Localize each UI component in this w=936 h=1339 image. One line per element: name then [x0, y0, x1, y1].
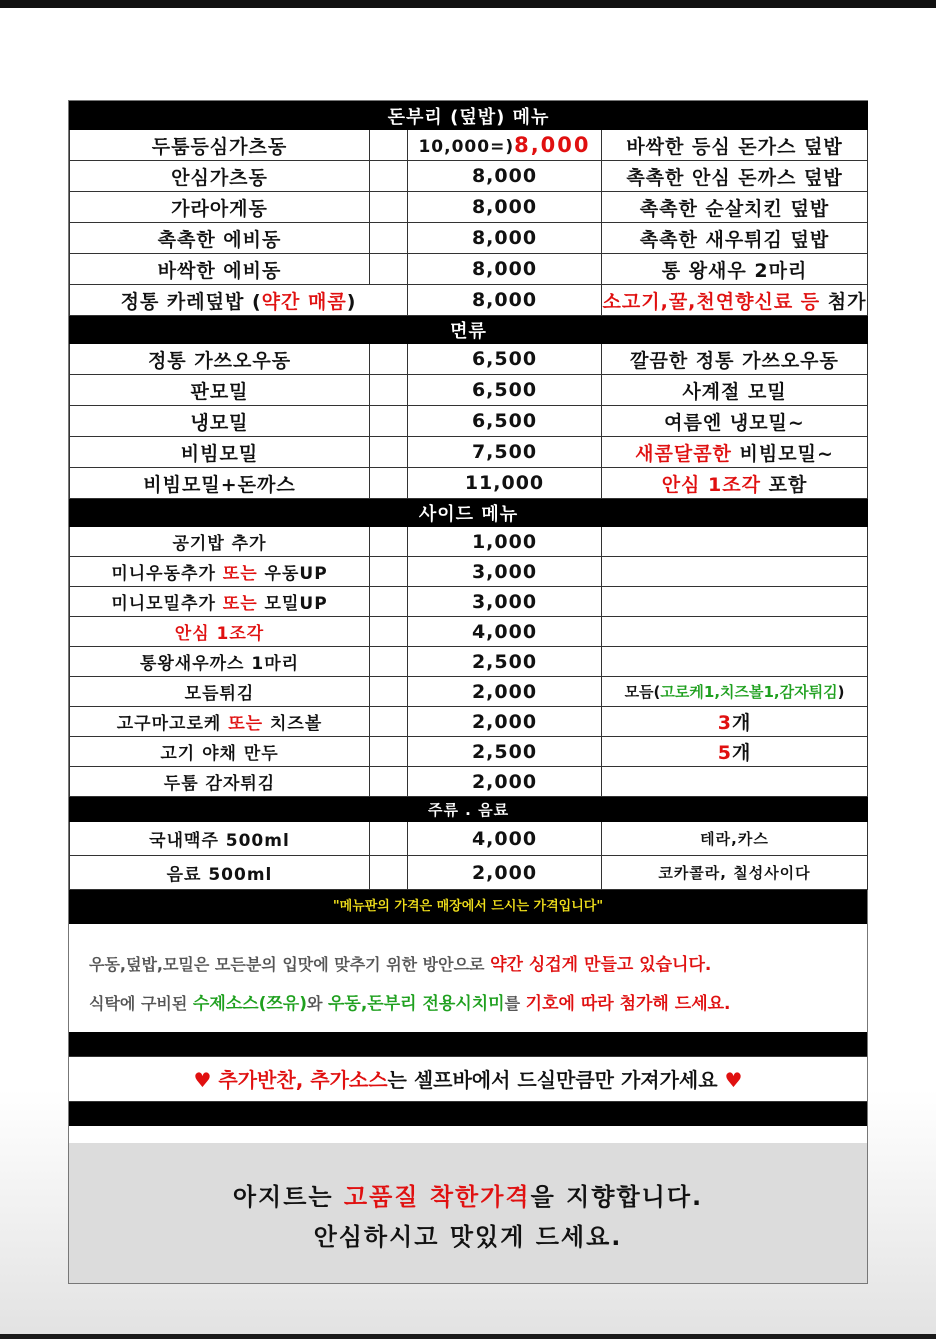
- table-row: [70, 223, 868, 254]
- spicy-note: 약간 매콤: [261, 290, 347, 313]
- menu-item-desc: [602, 557, 868, 587]
- section-header-side: [70, 499, 868, 527]
- menu-item-price: 8,000: [408, 223, 602, 254]
- menu-item-price: 8,000: [408, 254, 602, 285]
- menu-item-price: 4,000: [408, 822, 602, 856]
- menu-item-price: 2,000: [408, 707, 602, 737]
- menu-item-name: 바싹한 에비동: [70, 254, 370, 285]
- table-row: [70, 406, 868, 437]
- menu-item-name: 비빔모밀: [70, 437, 370, 468]
- menu-item-price: 8,000: [408, 161, 602, 192]
- menu-item-price: 2,000: [408, 856, 602, 890]
- menu-item-price: 11,000: [408, 468, 602, 499]
- menu-item-desc: 사계절 모밀: [602, 375, 868, 406]
- menu-item-name: 미니모밀추가 또는 모밀UP: [70, 587, 370, 617]
- menu-item-desc: [602, 767, 868, 797]
- menu-item-name: 냉모밀: [70, 406, 370, 437]
- menu-item-name: 비빔모밀+돈까스: [70, 468, 370, 499]
- menu-item-desc: [602, 617, 868, 647]
- table-row: [70, 527, 868, 557]
- menu-item-price: 6,500: [408, 406, 602, 437]
- menu-item-desc: 테라,카스: [602, 822, 868, 856]
- menu-item-desc: 5개: [602, 737, 868, 767]
- table-row: [70, 856, 868, 890]
- table-row: [70, 375, 868, 406]
- slogan-line-1: 아지트는 고품질 착한가격을 지향합니다.: [232, 1183, 704, 1211]
- table-row: [70, 707, 868, 737]
- menu-item-desc: [602, 647, 868, 677]
- table-row: [70, 617, 868, 647]
- menu-item-price: 7,500: [408, 437, 602, 468]
- menu-item-price: 2,000: [408, 767, 602, 797]
- heart-icon: ♥: [724, 1068, 743, 1092]
- old-price: 10,000=): [418, 137, 515, 157]
- menu-item-name: 두툼등심가츠동: [70, 130, 370, 161]
- menu-item-name: 정통 가쓰오우동: [70, 344, 370, 375]
- menu-item-name: 모듬튀김: [70, 677, 370, 707]
- menu-item-price: 4,000: [408, 617, 602, 647]
- menu-item-price: 8,000: [408, 192, 602, 223]
- menu-item-name: 음료 500ml: [70, 856, 370, 890]
- table-row: [70, 677, 868, 707]
- table-row: [70, 737, 868, 767]
- menu-item-desc: 새콤달콤한 비빔모밀~: [602, 437, 868, 468]
- menu-item-name: 고기 야채 만두: [70, 737, 370, 767]
- menu-item-price: 2,000: [408, 677, 602, 707]
- menu-item-desc: 촉촉한 안심 돈까스 덮밥: [602, 161, 868, 192]
- menu-item-desc: 통 왕새우 2마리: [602, 254, 868, 285]
- menu-item-price: 6,500: [408, 344, 602, 375]
- menu-item-price: 6,500: [408, 375, 602, 406]
- menu-sheet: [68, 100, 868, 1284]
- new-price: 8,000: [514, 133, 591, 157]
- menu-item-price: 3,000: [408, 587, 602, 617]
- info-line-seasoning: 우동,덮밥,모밀은 모든분의 입맛에 맞추기 위한 방안으로 약간 싱겁게 만들고 있습니다.: [89, 955, 712, 975]
- section-header-noodles: [70, 316, 868, 344]
- menu-item-desc: 촉촉한 순살치킨 덮밥: [602, 192, 868, 223]
- table-row: [70, 254, 868, 285]
- menu-item-name: 미니우동추가 또는 우동UP: [70, 557, 370, 587]
- table-row: [70, 822, 868, 856]
- table-row: [70, 587, 868, 617]
- menu-item-name: 공기밥 추가: [70, 527, 370, 557]
- price-notice: "메뉴판의 가격은 매장에서 드시는 가격입니다": [69, 890, 867, 924]
- table-row: [70, 557, 868, 587]
- menu-item-desc: 바싹한 등심 돈가스 덮밥: [602, 130, 868, 161]
- table-row: [70, 130, 868, 161]
- menu-item-price: 2,500: [408, 647, 602, 677]
- menu-item-desc: 모듬(고로케1,치즈볼1,감자튀김): [602, 677, 868, 707]
- info-block: [69, 924, 867, 1032]
- table-row: [70, 192, 868, 223]
- menu-item-price: 8,000: [408, 285, 602, 316]
- menu-item-name: 촉촉한 에비동: [70, 223, 370, 254]
- menu-item-price: 1,000: [408, 527, 602, 557]
- menu-item-desc: [602, 587, 868, 617]
- divider-band: [69, 1102, 867, 1126]
- table-row: [70, 344, 868, 375]
- footer-slogan: [69, 1143, 867, 1283]
- menu-item-name: 가라아게동: [70, 192, 370, 223]
- menu-item-name: 정통 카레덮밥 (약간 매콤): [70, 285, 408, 316]
- section-header-donburi: [70, 102, 868, 130]
- menu-item-price: [408, 130, 602, 161]
- menu-table: [69, 101, 868, 890]
- menu-item-desc: 여름엔 냉모밀~: [602, 406, 868, 437]
- menu-item-desc: [602, 527, 868, 557]
- info-line-sauce: 식탁에 구비된 수제소스(쯔유)와 우동,돈부리 전용시치미를 기호에 따라 첨가해 드세요.: [89, 994, 731, 1014]
- menu-item-desc: 소고기,꿀,천연향신료 등 첨가: [602, 285, 868, 316]
- table-row: [70, 468, 868, 499]
- table-row: [70, 437, 868, 468]
- menu-item-name: 판모밀: [70, 375, 370, 406]
- menu-item-name: 안심 1조각: [70, 617, 370, 647]
- menu-item-price: 2,500: [408, 737, 602, 767]
- table-row: [70, 161, 868, 192]
- table-row: [70, 285, 868, 316]
- heart-icon: ♥: [193, 1068, 212, 1092]
- section-header-drinks: [70, 797, 868, 822]
- menu-item-desc: 3개: [602, 707, 868, 737]
- section-title: 면류: [70, 316, 868, 344]
- menu-item-desc: 코카콜라, 칠성사이다: [602, 856, 868, 890]
- section-title: 돈부리 (덮밥) 메뉴: [70, 102, 868, 130]
- menu-item-name: 통왕새우까스 1마리: [70, 647, 370, 677]
- menu-item-name: 안심가츠동: [70, 161, 370, 192]
- section-title: 주류 . 음료: [70, 797, 868, 822]
- menu-item-desc: 안심 1조각 포함: [602, 468, 868, 499]
- self-bar-notice: ♥ 추가반찬, 추가소스는 셀프바에서 드실만큼만 가져가세요 ♥: [69, 1056, 867, 1102]
- slogan-line-2: 안심하시고 맛있게 드세요.: [313, 1223, 623, 1251]
- divider-band: [69, 1032, 867, 1056]
- bottom-edge-bar: [0, 1334, 936, 1339]
- table-row: [70, 767, 868, 797]
- menu-item-price: 3,000: [408, 557, 602, 587]
- menu-item-desc: 깔끔한 정통 가쓰오우동: [602, 344, 868, 375]
- menu-item-name: 국내맥주 500ml: [70, 822, 370, 856]
- table-row: [70, 647, 868, 677]
- menu-item-desc: 촉촉한 새우튀김 덮밥: [602, 223, 868, 254]
- menu-item-name: 고구마고로케 또는 치즈볼: [70, 707, 370, 737]
- top-edge-bar: [0, 0, 936, 8]
- section-title: 사이드 메뉴: [70, 499, 868, 527]
- menu-item-name: 두툼 감자튀김: [70, 767, 370, 797]
